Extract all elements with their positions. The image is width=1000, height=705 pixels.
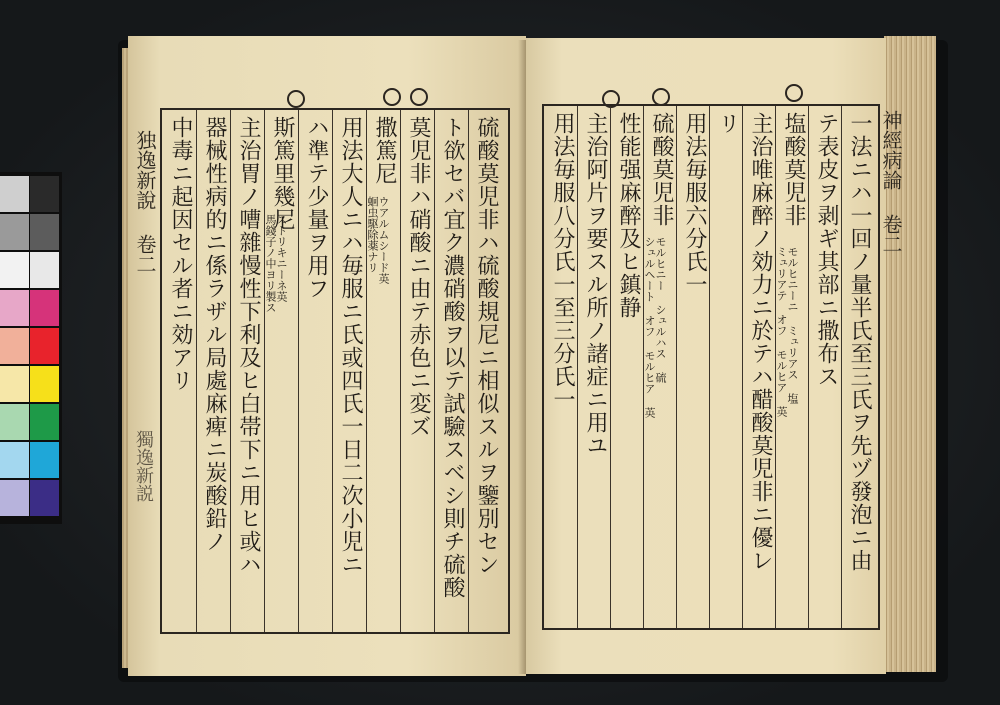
column-rule	[400, 110, 401, 632]
column-rule	[577, 106, 578, 628]
text-column: 用法毎服八分氏一至三分氏一	[550, 112, 575, 411]
column-rule	[434, 110, 435, 632]
column-rule	[196, 110, 197, 632]
checker-patch	[0, 214, 29, 250]
annotation-note: モルヒニー シュルハス 硫	[654, 236, 667, 383]
binding-hole	[287, 90, 305, 108]
text-column: 器械性病的ニ係ラザル局處麻痺ニ炭酸鉛ノ	[202, 116, 227, 553]
column-rule	[709, 106, 710, 628]
checker-patch	[30, 404, 59, 440]
spine-label: 獨逸新説	[133, 430, 154, 502]
color-checker-chart	[0, 172, 62, 524]
text-column: 莫児非ハ硝酸ニ由テ赤色ニ変ズ	[406, 116, 431, 438]
column-rule	[676, 106, 677, 628]
annotation-note: モルヒニーニ ミュリアス 塩	[786, 246, 799, 404]
checker-patch	[0, 252, 29, 288]
text-column: 斯篤里幾尼	[270, 116, 295, 231]
annotation-note: ウアルムシード英	[377, 196, 390, 284]
text-column: リ	[715, 112, 740, 135]
text-column: 硫酸莫児非	[649, 112, 674, 227]
column-rule	[742, 106, 743, 628]
binding-hole	[383, 88, 401, 106]
column-rule	[230, 110, 231, 632]
text-column: 主治胃ノ嘈雜慢性下利及ヒ白帯下ニ用ヒ或ハ	[236, 116, 261, 576]
right-text-frame	[542, 104, 880, 630]
annotation-note: ストリキニーネ英	[275, 214, 288, 302]
text-column: 用法毎服六分氏一	[682, 112, 707, 296]
column-rule	[841, 106, 842, 628]
checker-patch	[30, 442, 59, 478]
margin-title: 独逸新說 卷二	[133, 130, 157, 274]
checker-patch	[0, 176, 29, 212]
text-column: 用法大人ニハ毎服ニ氏或四氏一日二次小児ニ	[338, 116, 363, 576]
column-rule	[610, 106, 611, 628]
text-column: ト欲セバ宜ク濃硝酸ヲ以テ試驗スベシ則チ硫酸	[440, 116, 465, 599]
text-column: 主治阿片ヲ要スル所ノ諸症ニ用ユ	[583, 112, 608, 457]
annotation-note: 蛔虫駆除薬ナリ	[366, 196, 379, 273]
text-column: ハ準テ少量ヲ用フ	[304, 116, 329, 300]
text-column: 中毒ニ起因セル者ニ効アリ	[168, 116, 193, 392]
binding-hole	[410, 88, 428, 106]
text-column: 塩酸莫児非	[781, 112, 806, 227]
column-rule	[264, 110, 265, 632]
checker-patch	[30, 366, 59, 402]
text-column: 主治唯麻醉ノ効力ニ於テハ醋酸莫児非ニ優レ	[748, 112, 773, 572]
text-column: 撒篤尼	[372, 116, 397, 185]
checker-patch	[30, 290, 59, 326]
checker-patch	[0, 404, 29, 440]
checker-patch	[30, 252, 59, 288]
checker-patch	[30, 480, 59, 516]
column-rule	[808, 106, 809, 628]
checker-patch	[30, 328, 59, 364]
text-column: テ表皮ヲ剥ギ其部ニ撒布ス	[814, 112, 839, 388]
annotation-note: シュルヘート オフ モルヒア 英	[643, 236, 656, 418]
column-rule	[298, 110, 299, 632]
margin-title: 神經病論 卷二	[879, 110, 903, 254]
annotation-note: ミュリアテ オフ モルヒア 英	[775, 246, 788, 417]
text-column: 一法ニハ一回ノ量半氏至三氏ヲ先ヅ發泡ニ由	[847, 112, 872, 572]
checker-patch	[0, 328, 29, 364]
checker-patch	[30, 176, 59, 212]
binding-hole	[785, 84, 803, 102]
column-rule	[366, 110, 367, 632]
checker-patch	[0, 366, 29, 402]
text-column: 硫酸莫児非ハ硫酸規尼ニ相似スルヲ鑒別セン	[474, 116, 499, 576]
column-rule	[332, 110, 333, 632]
checker-patch	[0, 442, 29, 478]
checker-patch	[30, 214, 59, 250]
checker-patch	[0, 290, 29, 326]
column-rule	[468, 110, 469, 632]
left-text-frame	[160, 108, 510, 634]
checker-patch	[0, 480, 29, 516]
text-column: 性能强麻醉及ヒ鎮静	[616, 112, 641, 319]
annotation-note: 馬錢子ノ中ヨリ製ス	[264, 214, 277, 313]
